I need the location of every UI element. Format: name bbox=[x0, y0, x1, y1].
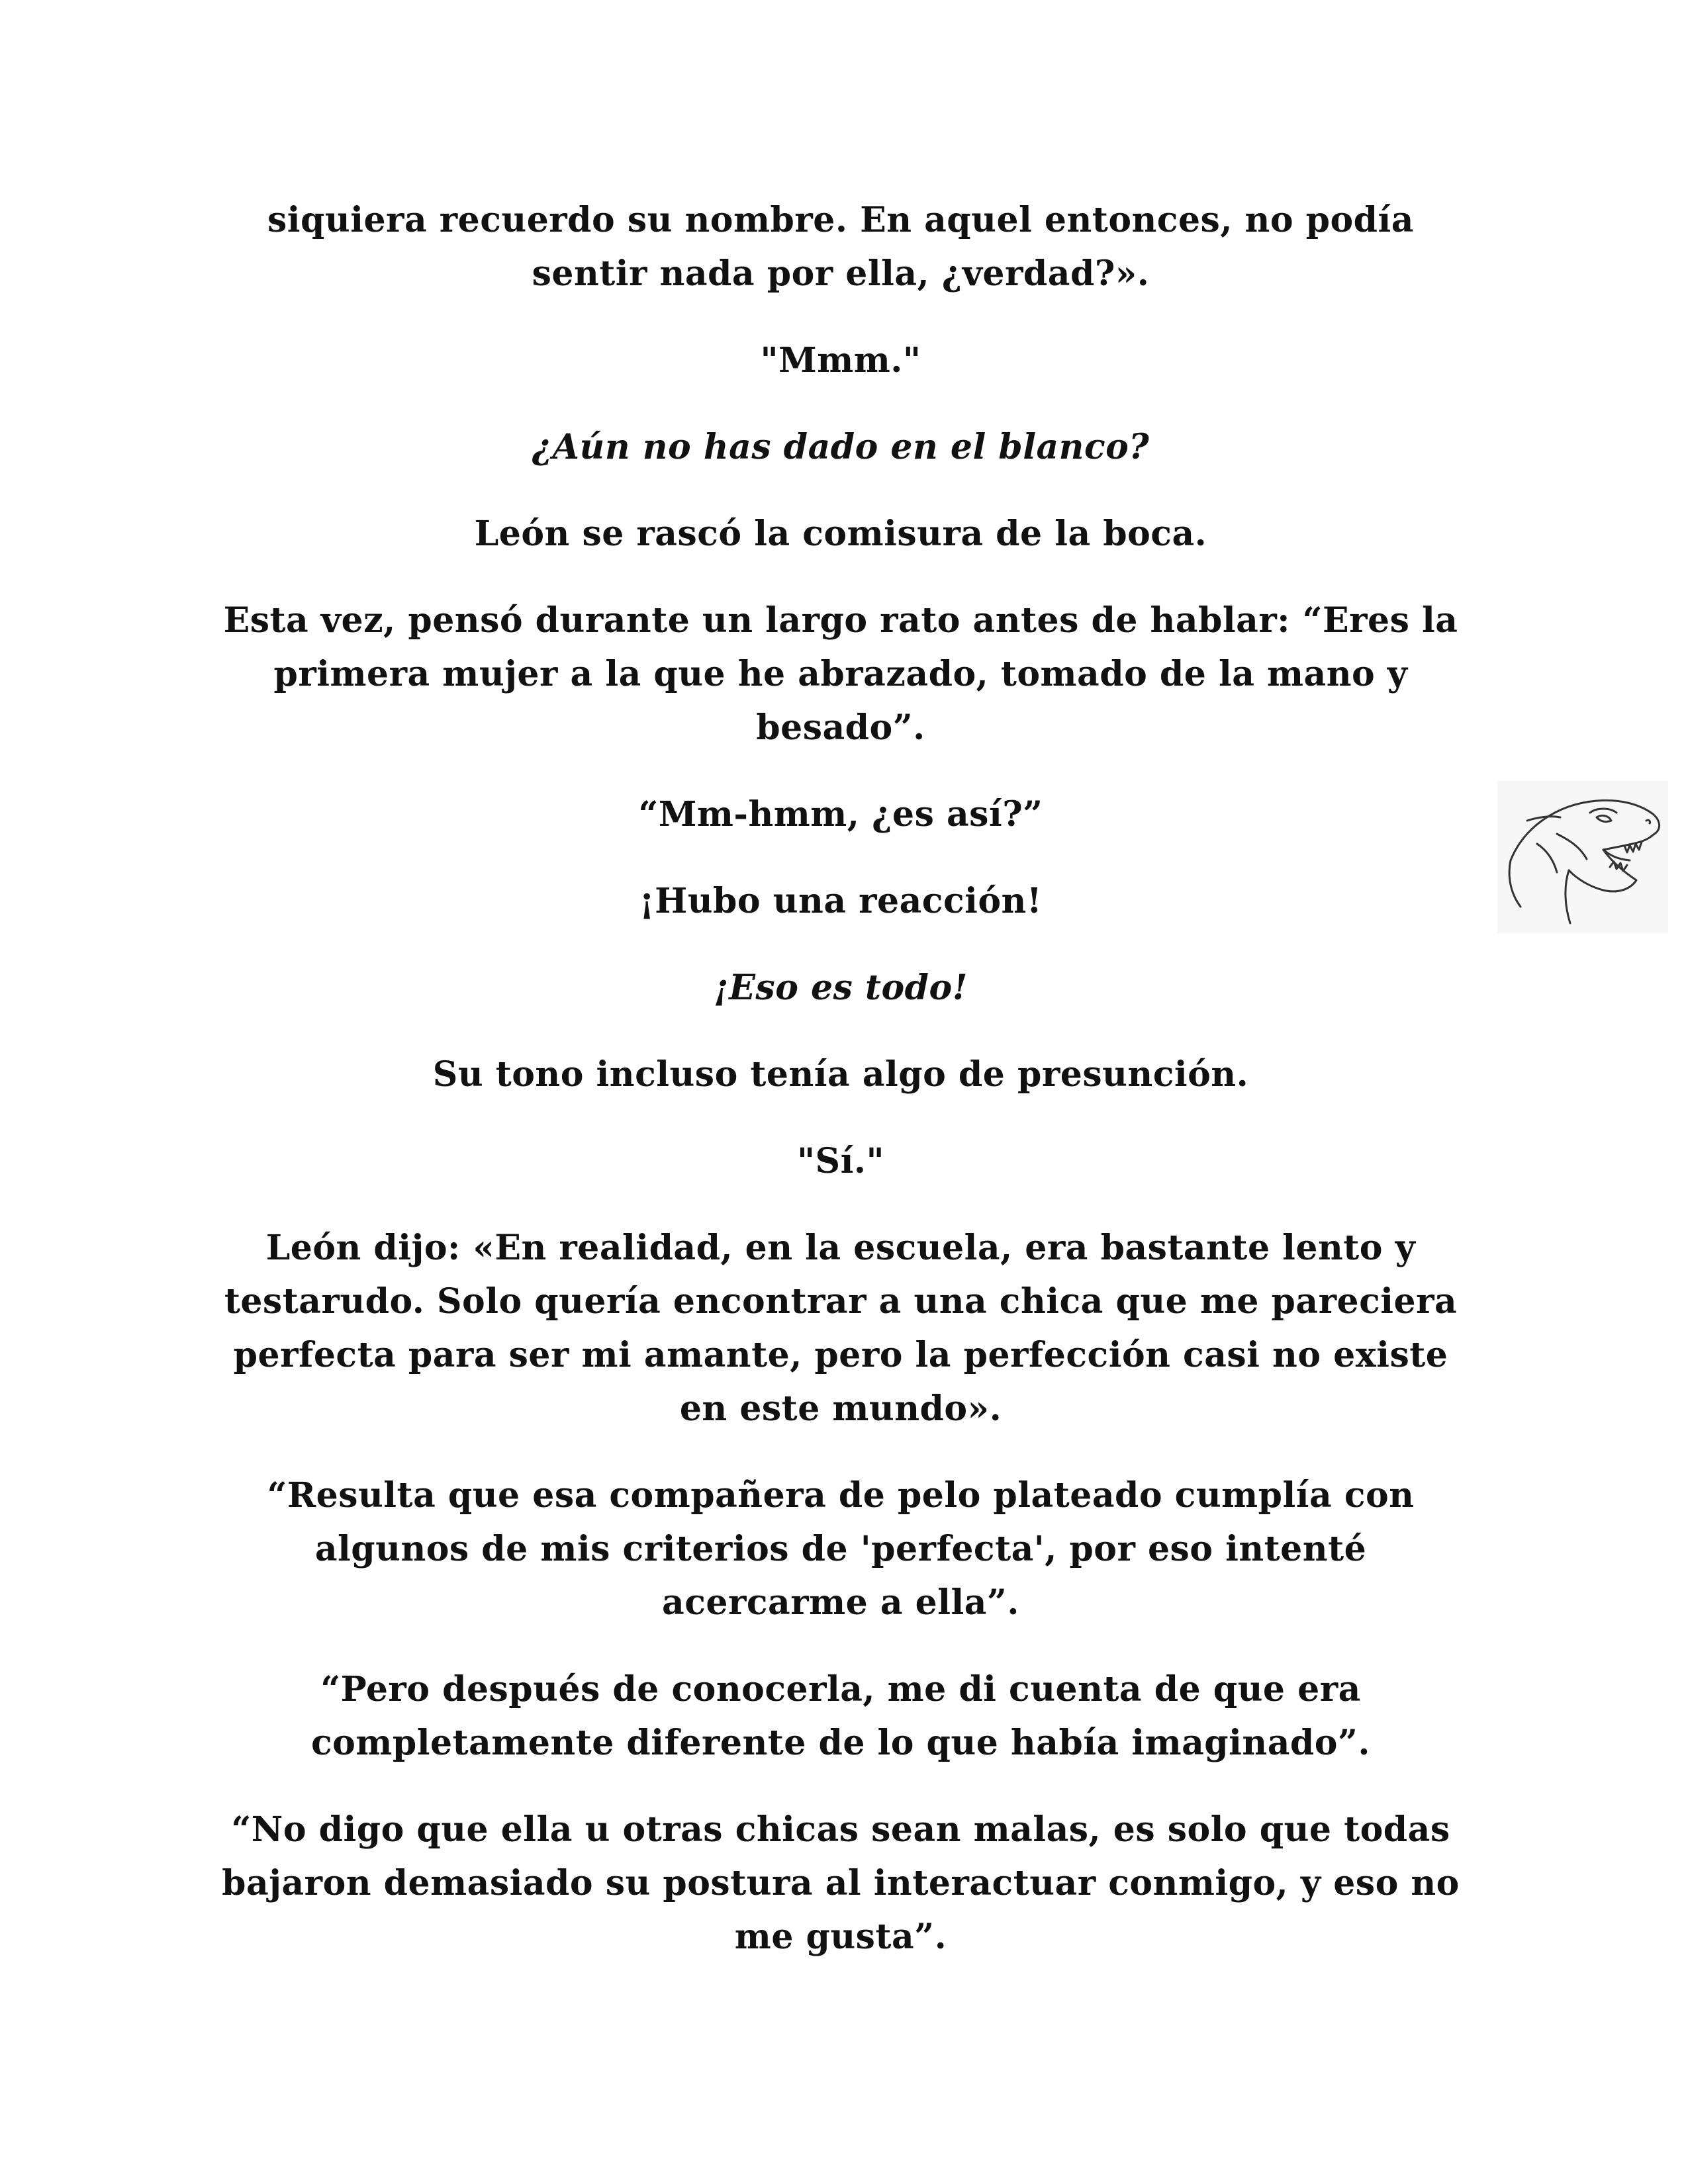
paragraph: ¿Aún no has dado en el blanco? bbox=[532, 427, 1150, 467]
paragraph: "Sí." bbox=[796, 1141, 885, 1181]
paragraph: Esta vez, pensó durante un largo rato antes de hablar: “Eres la primera mujer a la que he abrazado, tomado de la mano y besado”. bbox=[223, 600, 1458, 748]
dinosaur-head-sketch-icon bbox=[1497, 781, 1668, 933]
paragraph: “Resulta que esa compañera de pelo plateado cumplía con algunos de mis criterios de 'perfecta', por eso intenté acercarme a ella”. bbox=[267, 1475, 1415, 1623]
paragraph: ¡Eso es todo! bbox=[713, 968, 968, 1008]
paragraph: "Mmm." bbox=[760, 340, 921, 381]
paragraph: siquiera recuerdo su nombre. En aquel entonces, no podía sentir nada por ella, ¿verdad?». bbox=[267, 200, 1414, 294]
paragraph: Su tono incluso tenía algo de presunción. bbox=[432, 1054, 1249, 1095]
paragraph: “Mm-hmm, ¿es así?” bbox=[638, 794, 1043, 835]
paragraph: ¡Hubo una reacción! bbox=[639, 881, 1043, 921]
paragraph: “Pero después de conocerla, me di cuenta de que era completamente diferente de lo que había imaginado”. bbox=[311, 1669, 1370, 1763]
paragraph: “No digo que ella u otras chicas sean malas, es solo que todas bajaron demasiado su postura al interactuar conmigo, y eso no me gusta”. bbox=[222, 1809, 1460, 1957]
body-text bbox=[218, 193, 1463, 1997]
paragraph: León dijo: «En realidad, en la escuela, era bastante lento y testarudo. Solo quería encontrar a una chica que me pareciera perfecta para ser mi amante, pero la perfección casi no existe en este mundo». bbox=[224, 1228, 1458, 1429]
paragraph: León se rascó la comisura de la boca. bbox=[474, 514, 1207, 554]
